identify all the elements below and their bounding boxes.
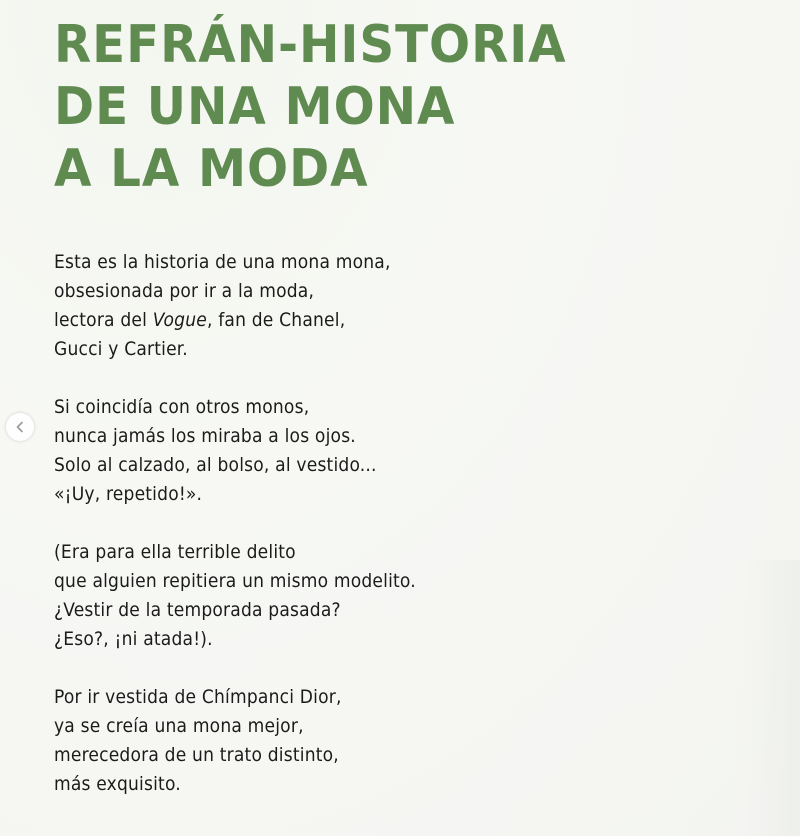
poem-line: (Era para ella terrible delito [54, 541, 296, 563]
poem-line: nunca jamás los miraba a los ojos. [54, 425, 356, 447]
title-line-2: DE UNA MONA [54, 77, 456, 137]
chevron-left-icon [14, 421, 26, 433]
poem-line: ya se creía una mona mejor, [54, 715, 304, 737]
page-title [54, 14, 567, 200]
poem-line: ¿Vestir de la temporada pasada? [54, 599, 341, 621]
poem-line: Esta es la historia de una mona mona, [54, 251, 391, 273]
poem-line: Gucci y Cartier. [54, 338, 188, 360]
poem-line: Solo al calzado, al bolso, al vestido... [54, 454, 377, 476]
stanza-3 [54, 538, 654, 654]
poem-line: obsesionada por ir a la moda, [54, 280, 315, 302]
poem-line: «¡Uy, repetido!». [54, 483, 203, 505]
title-line-3: A LA MODA [54, 139, 369, 199]
poem-body [54, 248, 654, 828]
poem-line: que alguien repitiera un mismo modelito. [54, 570, 416, 592]
magazine-title: Vogue [152, 309, 207, 331]
stanza-1 [54, 248, 654, 364]
poem-line: más exquisito. [54, 773, 181, 795]
poem-line-text: lectora del [54, 309, 153, 331]
stanza-4 [54, 683, 654, 799]
poem-line: ¿Eso?, ¡ni atada!). [54, 628, 213, 650]
page-edge-shadow [740, 560, 800, 836]
stanza-2 [54, 393, 654, 509]
poem-line: merecedora de un trato distinto, [54, 744, 339, 766]
previous-slide-button[interactable] [6, 413, 34, 441]
poem-line: Por ir vestida de Chímpanci Dior, [54, 686, 342, 708]
poem-line-text: , fan de Chanel, [206, 309, 346, 331]
poem-line [54, 306, 654, 335]
poem-line: Si coincidía con otros monos, [54, 396, 310, 418]
title-line-1: REFRÁN-HISTORIA [54, 15, 567, 75]
